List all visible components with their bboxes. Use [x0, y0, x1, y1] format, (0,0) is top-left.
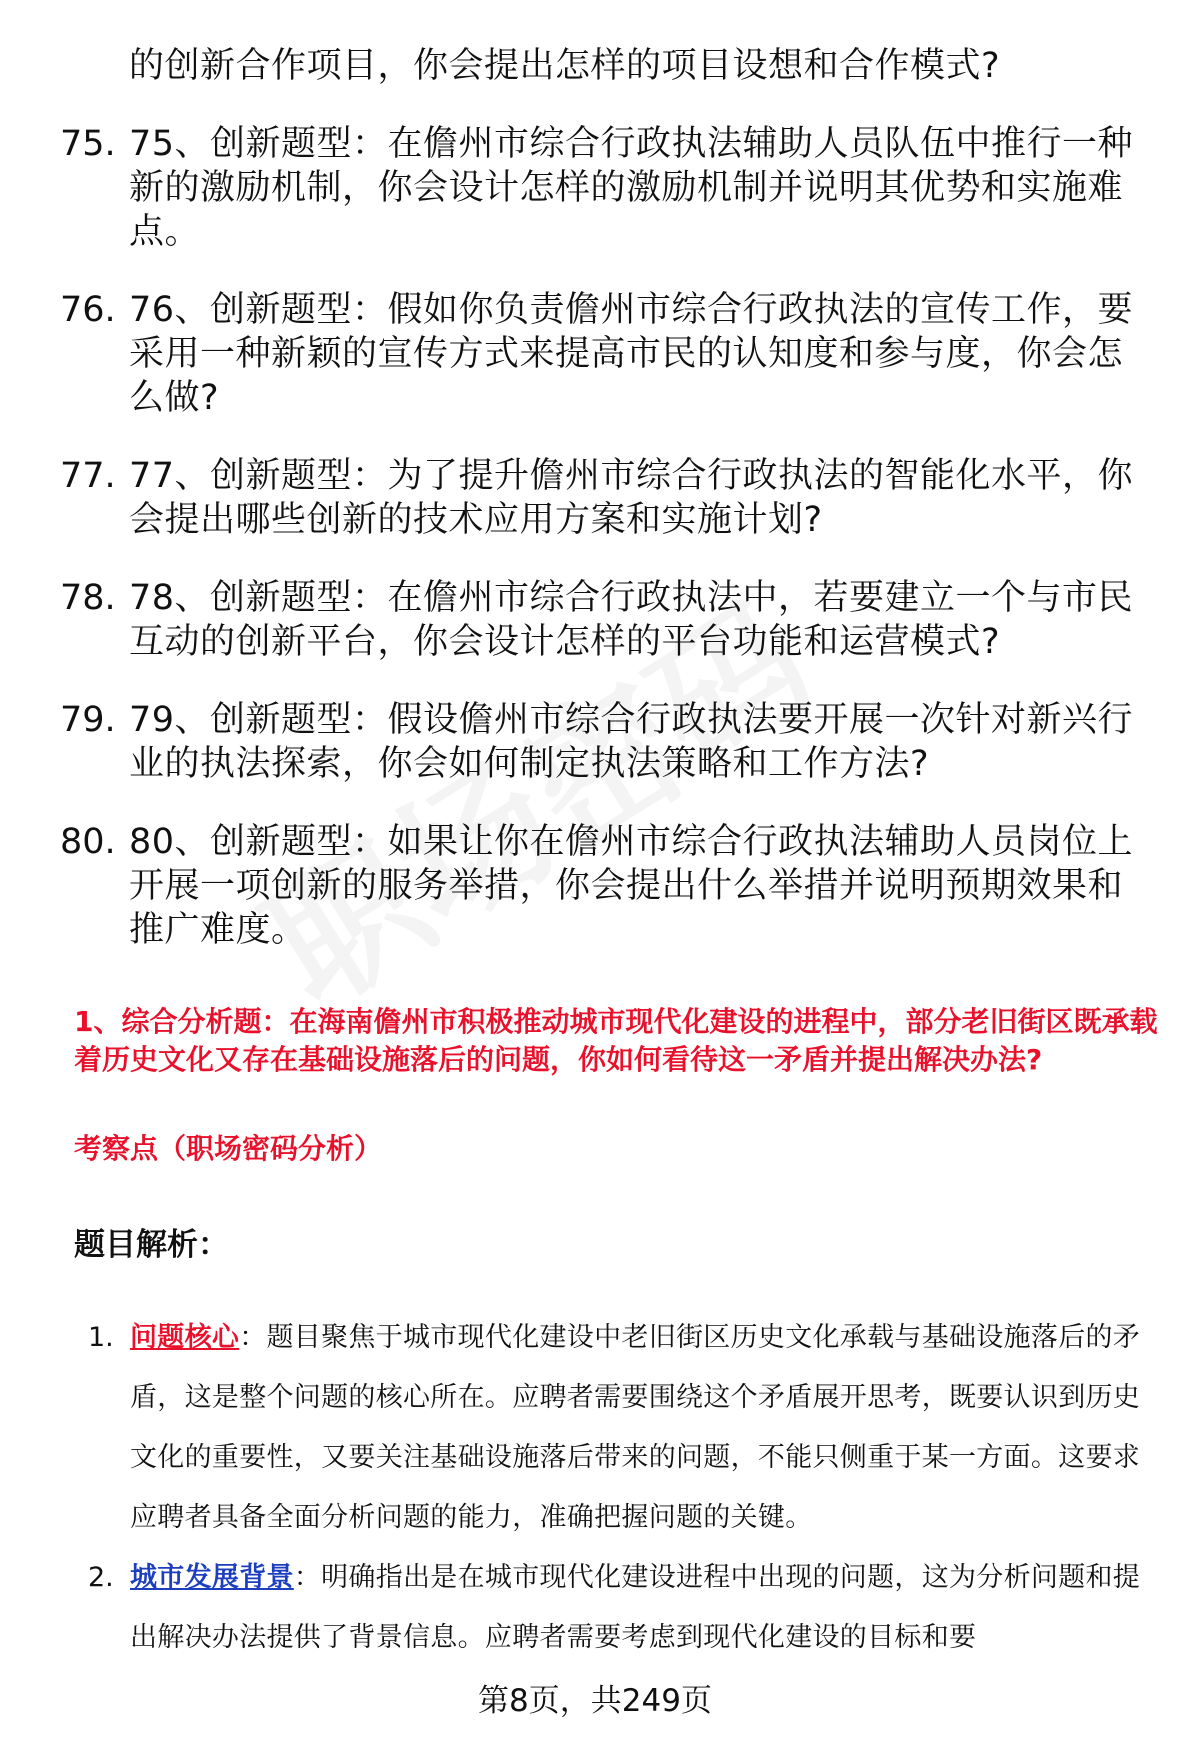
list-item: [60, 122, 1160, 254]
list-item-number: 79.: [60, 700, 116, 740]
page-footer: 第8页，共249页: [478, 1683, 712, 1719]
list-item-number: 80.: [60, 822, 116, 862]
list-item-text: 79、创新题型：假设儋州市综合行政执法要开展一次针对新兴行业的执法探索，你会如何制定执法策略和工作方法?: [129, 700, 1134, 784]
analysis-item-body: [130, 1308, 1148, 1548]
analysis-item-number: 2.: [88, 1562, 114, 1593]
list-item: [60, 288, 1160, 420]
question-list: [60, 44, 1160, 952]
analysis-item-text: ：明确指出是在城市现代化建设进程中出现的问题，这为分析问题和提出解决办法提供了背景信息。应聘者需要考虑到现代化建设的目标和要: [130, 1562, 1141, 1653]
list-item-text: 77、创新题型：为了提升儋州市综合行政执法的智能化水平，你会提出哪些创新的技术应用方案和实施计划?: [129, 456, 1134, 540]
list-item: [60, 820, 1160, 952]
list-item-number: 75.: [60, 124, 116, 164]
question-continuation: 的创新合作项目，你会提出怎样的项目设想和合作模式?: [129, 46, 1001, 86]
analysis-item-number: 1.: [88, 1322, 114, 1353]
highlight-question: 1、综合分析题：在海南儋州市积极推动城市现代化建设的进程中，部分老旧街区既承载着历史文化又存在基础设施落后的问题，你如何看待这一矛盾并提出解决办法?: [74, 1005, 1158, 1076]
analysis-title: 题目解析：: [74, 1227, 229, 1263]
list-item: [60, 698, 1160, 786]
analysis-item: [88, 1308, 1158, 1548]
list-item-text: 75、创新题型：在儋州市综合行政执法辅助人员队伍中推行一种新的激励机制，你会设计怎样的激励机制并说明其优势和实施难点。: [129, 124, 1134, 252]
list-item-text: 76、创新题型：假如你负责儋州市综合行政执法的宣传工作，要采用一种新颖的宣传方式来提高市民的认知度和参与度，你会怎么做?: [129, 290, 1134, 418]
analysis-keyword-link[interactable]: 城市发展背景: [130, 1562, 294, 1593]
analysis-keyword-link[interactable]: 问题核心: [130, 1322, 240, 1353]
analysis-item-body: [130, 1548, 1148, 1668]
list-item-number: 77.: [60, 456, 116, 496]
focus-label: 考察点（职场密码分析）: [74, 1132, 383, 1165]
analysis-item-text: ：题目聚焦于城市现代化建设中老旧街区历史文化承载与基础设施落后的矛盾，这是整个问题的核心所在。应聘者需要围绕这个矛盾展开思考，既要认识到历史文化的重要性，又要关注基础设施落后带来的问题，不能只侧重于某一方面。这要求应聘者具备全面分析问题的能力，准确把握问题的关键。: [130, 1322, 1141, 1533]
list-item: [60, 576, 1160, 664]
list-item-text: 78、创新题型：在儋州市综合行政执法中，若要建立一个与市民互动的创新平台，你会设计怎样的平台功能和运营模式?: [129, 578, 1134, 662]
analysis-item: [88, 1548, 1158, 1668]
list-item-number: 78.: [60, 578, 116, 618]
list-item: [60, 454, 1160, 542]
list-item-number: 76.: [60, 290, 116, 330]
analysis-list: [88, 1308, 1158, 1668]
list-item-text: 80、创新题型：如果让你在儋州市综合行政执法辅助人员岗位上开展一项创新的服务举措，你会提出什么举措并说明预期效果和推广难度。: [129, 822, 1134, 950]
